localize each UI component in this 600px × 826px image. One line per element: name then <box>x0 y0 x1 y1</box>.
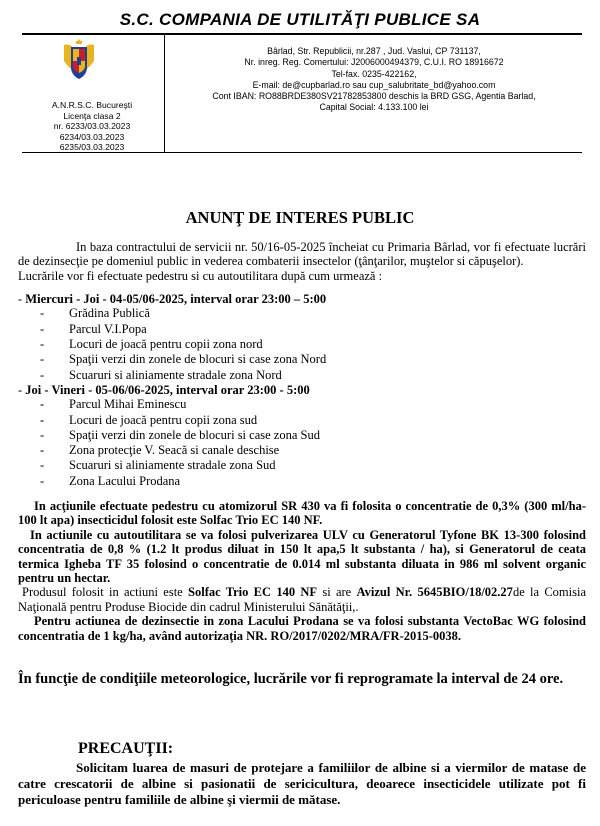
anrsc-line: nr. 6233/03.03.2023 <box>53 121 131 131</box>
bullet: - <box>40 367 45 382</box>
list-item <box>18 322 586 337</box>
bullet: - <box>40 473 45 488</box>
header-divider <box>164 35 165 152</box>
contact-email-line: E-mail: de@cupbarlad.ro sau cup_salubritate_bd@yahoo.com <box>252 79 496 90</box>
bullet: - <box>40 321 45 336</box>
bullet: - <box>40 443 45 458</box>
heading-dash: - <box>18 292 26 306</box>
location-name: Zona protecţie V. Seacă si canale deschise <box>69 443 280 458</box>
location-name: Parcul Mihai Eminescu <box>69 397 187 412</box>
company-name: S.C. COMPANIA DE UTILITĂŢI PUBLICE SA <box>119 10 481 29</box>
bullet: - <box>40 352 45 367</box>
location-name: Locuri de joacă pentru copii zona nord <box>69 337 263 351</box>
contact-line: Cont IBAN: RO88BRDE380SV21782853800 deschis la BRD GSG, Agentia Barlad, <box>212 91 536 102</box>
location-name: Zona Lacului Prodana <box>69 473 181 488</box>
precautions-title: PRECAUŢII: <box>78 740 174 757</box>
vehicle-treatment-paragraph: In actiunile cu autoutilitara se va folosi pulverizarea ULV cu Generatorul Tyfone BK 13-300 folosind concentratia de 0,8 % (1.2 lt produs diluat in 150 lt apa,5 lt substanta / ha), si Generatorul de ceata termica Igheba TF 35 folosind o concentratie de 0.014 ml substanta diluata in 986 ml solvent organic pentru un hectar. <box>18 527 586 586</box>
bullet: - <box>40 337 45 351</box>
location-name: Scuaruri si aliniamente stradale zona Nord <box>69 367 282 382</box>
anrsc-license-block <box>26 100 158 153</box>
anrsc-line: 6234/03.03.2023 <box>59 131 125 142</box>
list-item <box>18 443 586 458</box>
list-item <box>18 428 586 443</box>
location-name: Spaţii verzi din zonele de blocuri si case zona Nord <box>69 352 327 367</box>
location-name: Spaţii verzi din zonele de blocuri si case zona Sud <box>69 427 320 442</box>
intro-paragraph: Lucrările vor fi efectuate pedestru si cu autoutilitara după cum urmează : <box>18 268 383 283</box>
intro-section <box>18 240 586 283</box>
pedestrian-treatment-paragraph: In acţiunile efectuate pedestru cu atomizorul SR 430 va fi folosita o concentratie de 0,3% (300 ml/ha-100 lt apa) insecticidul folosit este Solfac Trio EC 140 NF. <box>18 499 586 528</box>
schedule-heading <box>18 292 586 306</box>
anrsc-line: 6235/03.03.2023 <box>59 142 125 152</box>
anrsc-line: A.N.R.S.C. Bucureşti <box>51 100 133 110</box>
list-item <box>18 337 586 352</box>
anrsc-line: Licenţa clasa 2 <box>63 110 121 121</box>
location-list <box>18 397 586 489</box>
location-name: Parcul V.I.Popa <box>69 321 147 336</box>
contact-line: Bârlad, Str. Republicii, nr.287 , Jud. Vaslui, CP 731137, <box>267 46 481 56</box>
contact-line: Nr. inreg. Reg. Comertului: J2006000494379, C.U.I. RO 18916672 <box>244 57 504 68</box>
weather-note: În funcţie de condiţiile meteorologice, lucrările vor fi reprogramate la interval de 24 ore. <box>18 671 564 687</box>
schedule-heading-text: Miercuri - Joi - 04-05/06-2025, interval orar 23:00 – 5:00 <box>25 292 327 306</box>
list-item <box>18 306 586 321</box>
product-name: Solfac Trio EC 140 NF <box>188 585 318 600</box>
list-item <box>18 368 586 383</box>
schedule-heading <box>18 383 586 397</box>
intro-paragraph: In baza contractului de servicii nr. 50/16-05-2025 încheiat cu Primaria Bârlad, vor fi efectuate lucrări de dezinsecţie pe domeniul public in vederea combaterii insectelor (ţânţarilor, muştelor si căpuşelor). <box>18 240 586 269</box>
heading-dash: - <box>18 382 26 397</box>
product-text: si are <box>317 585 357 600</box>
location-name: Locuri de joacă pentru copii zona sud <box>69 412 258 427</box>
list-item <box>18 474 586 489</box>
list-item <box>18 413 586 428</box>
romanian-coat-of-arms-icon <box>62 37 96 81</box>
bullet: - <box>40 412 45 427</box>
contact-line: Capital Social: 4.133.100 lei <box>319 102 429 113</box>
product-text: de la Comisia Naţională pentru Produse Biocide din cadrul Ministerului Sănătăţii,. <box>18 585 586 614</box>
bullet: - <box>40 397 45 412</box>
product-approval-paragraph <box>18 585 586 614</box>
product-text: Produsul folosit in actiuni este <box>22 585 189 600</box>
prodana-lake-paragraph: Pentru actiunea de dezinsectie in zona Lacului Prodana se va folosi substanta VectoBac WG folosind concentratia de 1 kg/ha, având autorizaţia NR. RO/2017/0202/MRA/FR-2015-0038. <box>18 614 586 643</box>
list-item <box>18 397 586 412</box>
schedule-section <box>18 292 586 489</box>
list-item <box>18 458 586 473</box>
precautions-text: Solicitam luarea de masuri de protejare a familiilor de albine si a viermilor de matase de catre crescatorii de albine si pasionatii de sericicultura, deoarece insecticidele utilizate pot fi periculoase pentru familiile de albine şi viermii de mătase. <box>18 760 586 807</box>
schedule-heading-text: Joi - Vineri - 05-06/06-2025, interval orar 23:00 - 5:00 <box>25 382 310 397</box>
location-list <box>18 306 586 382</box>
bullet: - <box>40 458 45 473</box>
bullet: - <box>40 427 45 442</box>
approval-number: Avizul Nr. 5645BIO/18/02.27 <box>356 585 513 600</box>
bullet: - <box>40 306 45 321</box>
list-item <box>18 352 586 367</box>
treatment-details <box>18 499 586 643</box>
announcement-title: ANUNŢ DE INTERES PUBLIC <box>185 208 415 227</box>
company-contact-block <box>168 46 580 114</box>
location-name: Grădina Publică <box>69 306 150 321</box>
header-top-rule <box>22 33 582 35</box>
location-name: Scuaruri si aliniamente stradale zona Sud <box>69 458 276 473</box>
contact-line: Tel-fax. 0235-422162, <box>331 68 417 79</box>
